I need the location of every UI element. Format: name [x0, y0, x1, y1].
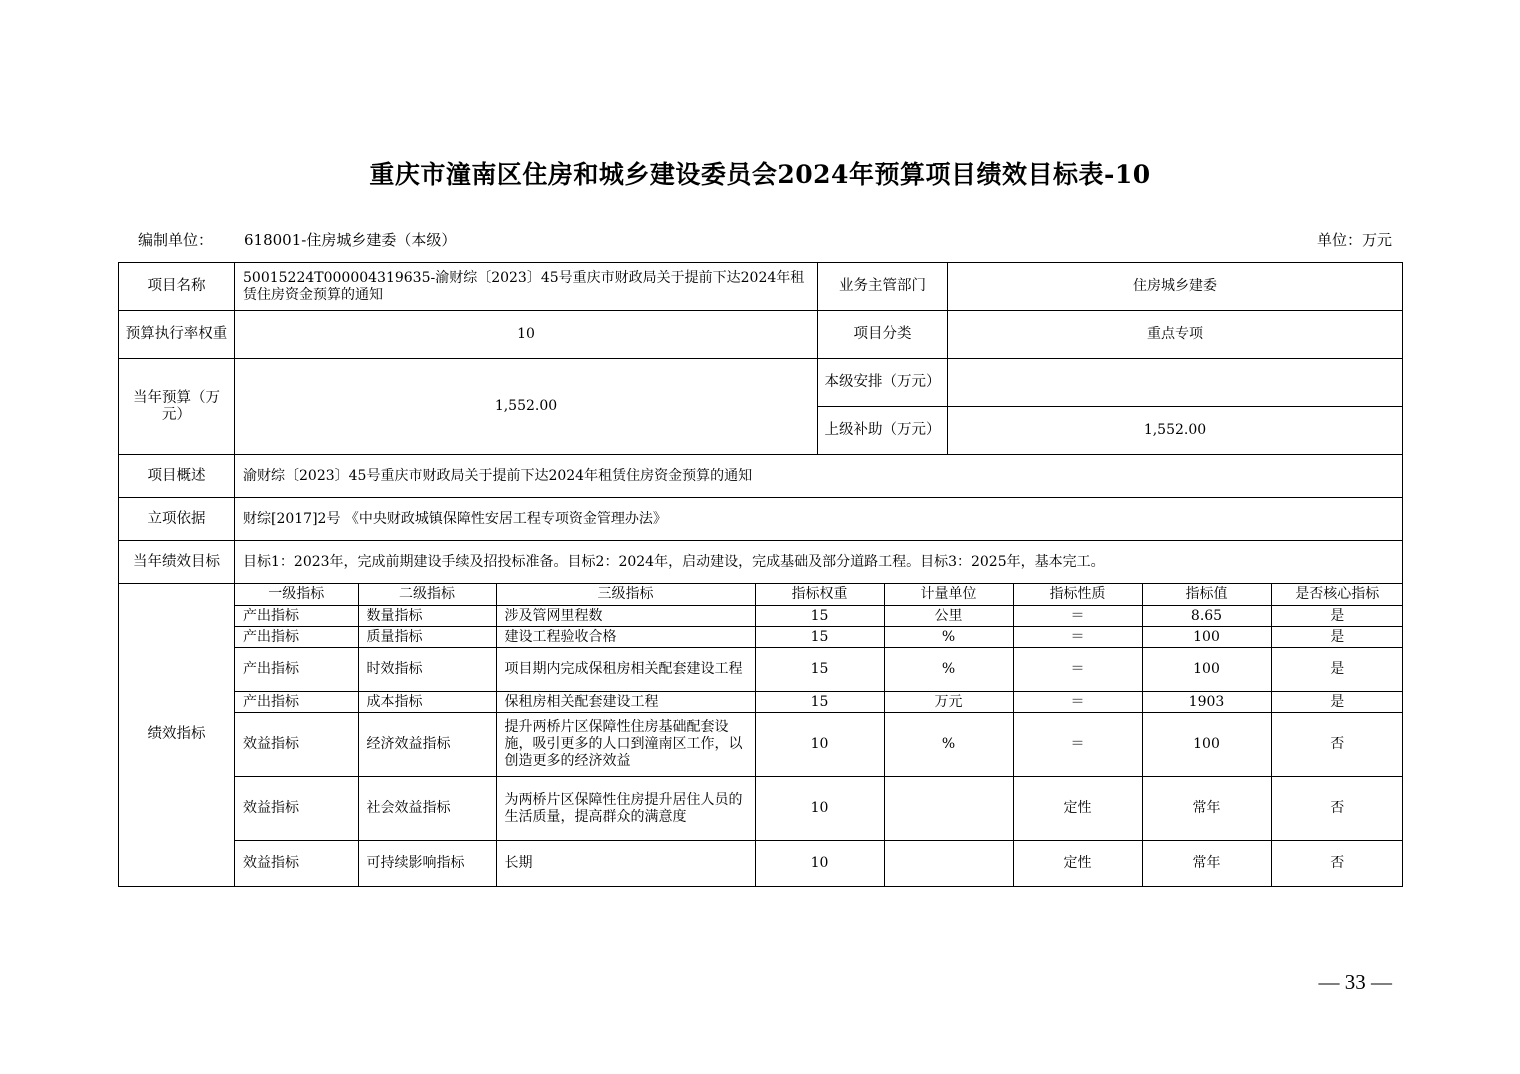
weight-label: 预算执行率权重 — [119, 311, 235, 359]
table-row — [235, 777, 1403, 841]
level3-cell: 保租房相关配套建设工程 — [496, 692, 755, 713]
basis-label: 立项依据 — [119, 498, 235, 541]
goal-value: 目标1：2023年，完成前期建设手续及招投标准备。目标2：2024年，启动建设，完成基础及部分道路工程。目标3：2025年，基本完工。 — [235, 541, 1403, 584]
core-cell: 否 — [1271, 841, 1403, 886]
level3-cell: 为两桥片区保障性住房提升居住人员的生活质量，提高群众的满意度 — [496, 777, 755, 841]
level1-cell: 效益指标 — [235, 841, 358, 886]
project-name-label: 项目名称 — [119, 263, 235, 311]
weight-value: 10 — [235, 311, 818, 359]
table-row — [235, 606, 1403, 627]
core-cell: 是 — [1271, 692, 1403, 713]
value-cell: 8.65 — [1142, 606, 1271, 627]
level3-cell: 项目期内完成保租房相关配套建设工程 — [496, 648, 755, 692]
weight-cell: 15 — [755, 648, 884, 692]
level2-cell: 数量指标 — [358, 606, 496, 627]
page-number: — 33 — — [1318, 970, 1392, 994]
nature-cell: 定性 — [1013, 777, 1142, 841]
core-cell: 是 — [1271, 627, 1403, 648]
level2-cell: 可持续影响指标 — [358, 841, 496, 886]
core-cell: 否 — [1271, 713, 1403, 777]
table-row — [235, 648, 1403, 692]
nature-cell: ＝ — [1013, 606, 1142, 627]
nature-cell: ＝ — [1013, 627, 1142, 648]
overview-label: 项目概述 — [119, 455, 235, 498]
nature-cell: ＝ — [1013, 648, 1142, 692]
header-value: 指标值 — [1142, 584, 1271, 606]
org-value: 618001-住房城乡建委（本级） — [244, 231, 457, 249]
unit-cell — [884, 777, 1013, 841]
level1-cell: 效益指标 — [235, 777, 358, 841]
header-unit: 计量单位 — [884, 584, 1013, 606]
weight-cell: 15 — [755, 692, 884, 713]
table-row — [235, 713, 1403, 777]
unit-label: 单位：万元 — [1316, 231, 1392, 249]
level1-cell: 产出指标 — [235, 648, 358, 692]
value-cell: 常年 — [1142, 841, 1271, 886]
table-row — [235, 627, 1403, 648]
value-cell: 100 — [1142, 627, 1271, 648]
level3-cell: 建设工程验收合格 — [496, 627, 755, 648]
value-cell: 1903 — [1142, 692, 1271, 713]
header-level3: 三级指标 — [496, 584, 755, 606]
level1-cell: 产出指标 — [235, 627, 358, 648]
org-label: 编制单位： — [138, 231, 214, 249]
table-row — [235, 841, 1403, 886]
unit-cell: % — [884, 713, 1013, 777]
value-cell: 100 — [1142, 648, 1271, 692]
level2-cell: 时效指标 — [358, 648, 496, 692]
upper-value: 1,552.00 — [948, 407, 1403, 455]
core-cell: 是 — [1271, 606, 1403, 627]
unit-cell: % — [884, 627, 1013, 648]
value-cell: 100 — [1142, 713, 1271, 777]
level1-cell: 效益指标 — [235, 713, 358, 777]
level2-cell: 成本指标 — [358, 692, 496, 713]
weight-cell: 10 — [755, 713, 884, 777]
unit-cell — [884, 841, 1013, 886]
weight-cell: 15 — [755, 627, 884, 648]
weight-cell: 10 — [755, 777, 884, 841]
level2-cell: 社会效益指标 — [358, 777, 496, 841]
core-cell: 是 — [1271, 648, 1403, 692]
basis-value: 财综[2017]2号 《中央财政城镇保障性安居工程专项资金管理办法》 — [235, 498, 1403, 541]
indicators-cell — [235, 584, 1403, 887]
level2-cell: 经济效益指标 — [358, 713, 496, 777]
header-level2: 二级指标 — [358, 584, 496, 606]
goal-label: 当年绩效目标 — [119, 541, 235, 584]
overview-value: 渝财综〔2023〕45号重庆市财政局关于提前下达2024年租赁住房资金预算的通知 — [235, 455, 1403, 498]
page-title: 重庆市潼南区住房和城乡建设委员会2024年预算项目绩效目标表-10 — [369, 160, 1151, 189]
header-weight: 指标权重 — [755, 584, 884, 606]
category-value: 重点专项 — [948, 311, 1403, 359]
level1-cell: 产出指标 — [235, 692, 358, 713]
indicators-table — [235, 584, 1403, 886]
category-label: 项目分类 — [818, 311, 948, 359]
level3-cell: 涉及管网里程数 — [496, 606, 755, 627]
header-level1: 一级指标 — [235, 584, 358, 606]
header-core: 是否核心指标 — [1271, 584, 1403, 606]
unit-cell: 公里 — [884, 606, 1013, 627]
nature-cell: ＝ — [1013, 713, 1142, 777]
weight-cell: 10 — [755, 841, 884, 886]
project-name-value: 50015224T000004319635-渝财综〔2023〕45号重庆市财政局关于提前下达2024年租赁住房资金预算的通知 — [235, 263, 818, 311]
weight-cell: 15 — [755, 606, 884, 627]
nature-cell: 定性 — [1013, 841, 1142, 886]
local-value — [948, 359, 1403, 407]
indicators-label: 绩效指标 — [119, 584, 235, 887]
unit-cell: % — [884, 648, 1013, 692]
dept-label: 业务主管部门 — [818, 263, 948, 311]
unit-cell: 万元 — [884, 692, 1013, 713]
budget-label: 当年预算（万元） — [119, 359, 235, 455]
level2-cell: 质量指标 — [358, 627, 496, 648]
upper-label: 上级补助（万元） — [818, 407, 948, 455]
level1-cell: 产出指标 — [235, 606, 358, 627]
performance-table — [118, 262, 1403, 887]
header-nature: 指标性质 — [1013, 584, 1142, 606]
local-label: 本级安排（万元） — [818, 359, 948, 407]
table-row — [235, 692, 1403, 713]
dept-value: 住房城乡建委 — [948, 263, 1403, 311]
value-cell: 常年 — [1142, 777, 1271, 841]
level3-cell: 长期 — [496, 841, 755, 886]
core-cell: 否 — [1271, 777, 1403, 841]
budget-value: 1,552.00 — [235, 359, 818, 455]
level3-cell: 提升两桥片区保障性住房基础配套设施，吸引更多的人口到潼南区工作，以创造更多的经济效益 — [496, 713, 755, 777]
nature-cell: ＝ — [1013, 692, 1142, 713]
